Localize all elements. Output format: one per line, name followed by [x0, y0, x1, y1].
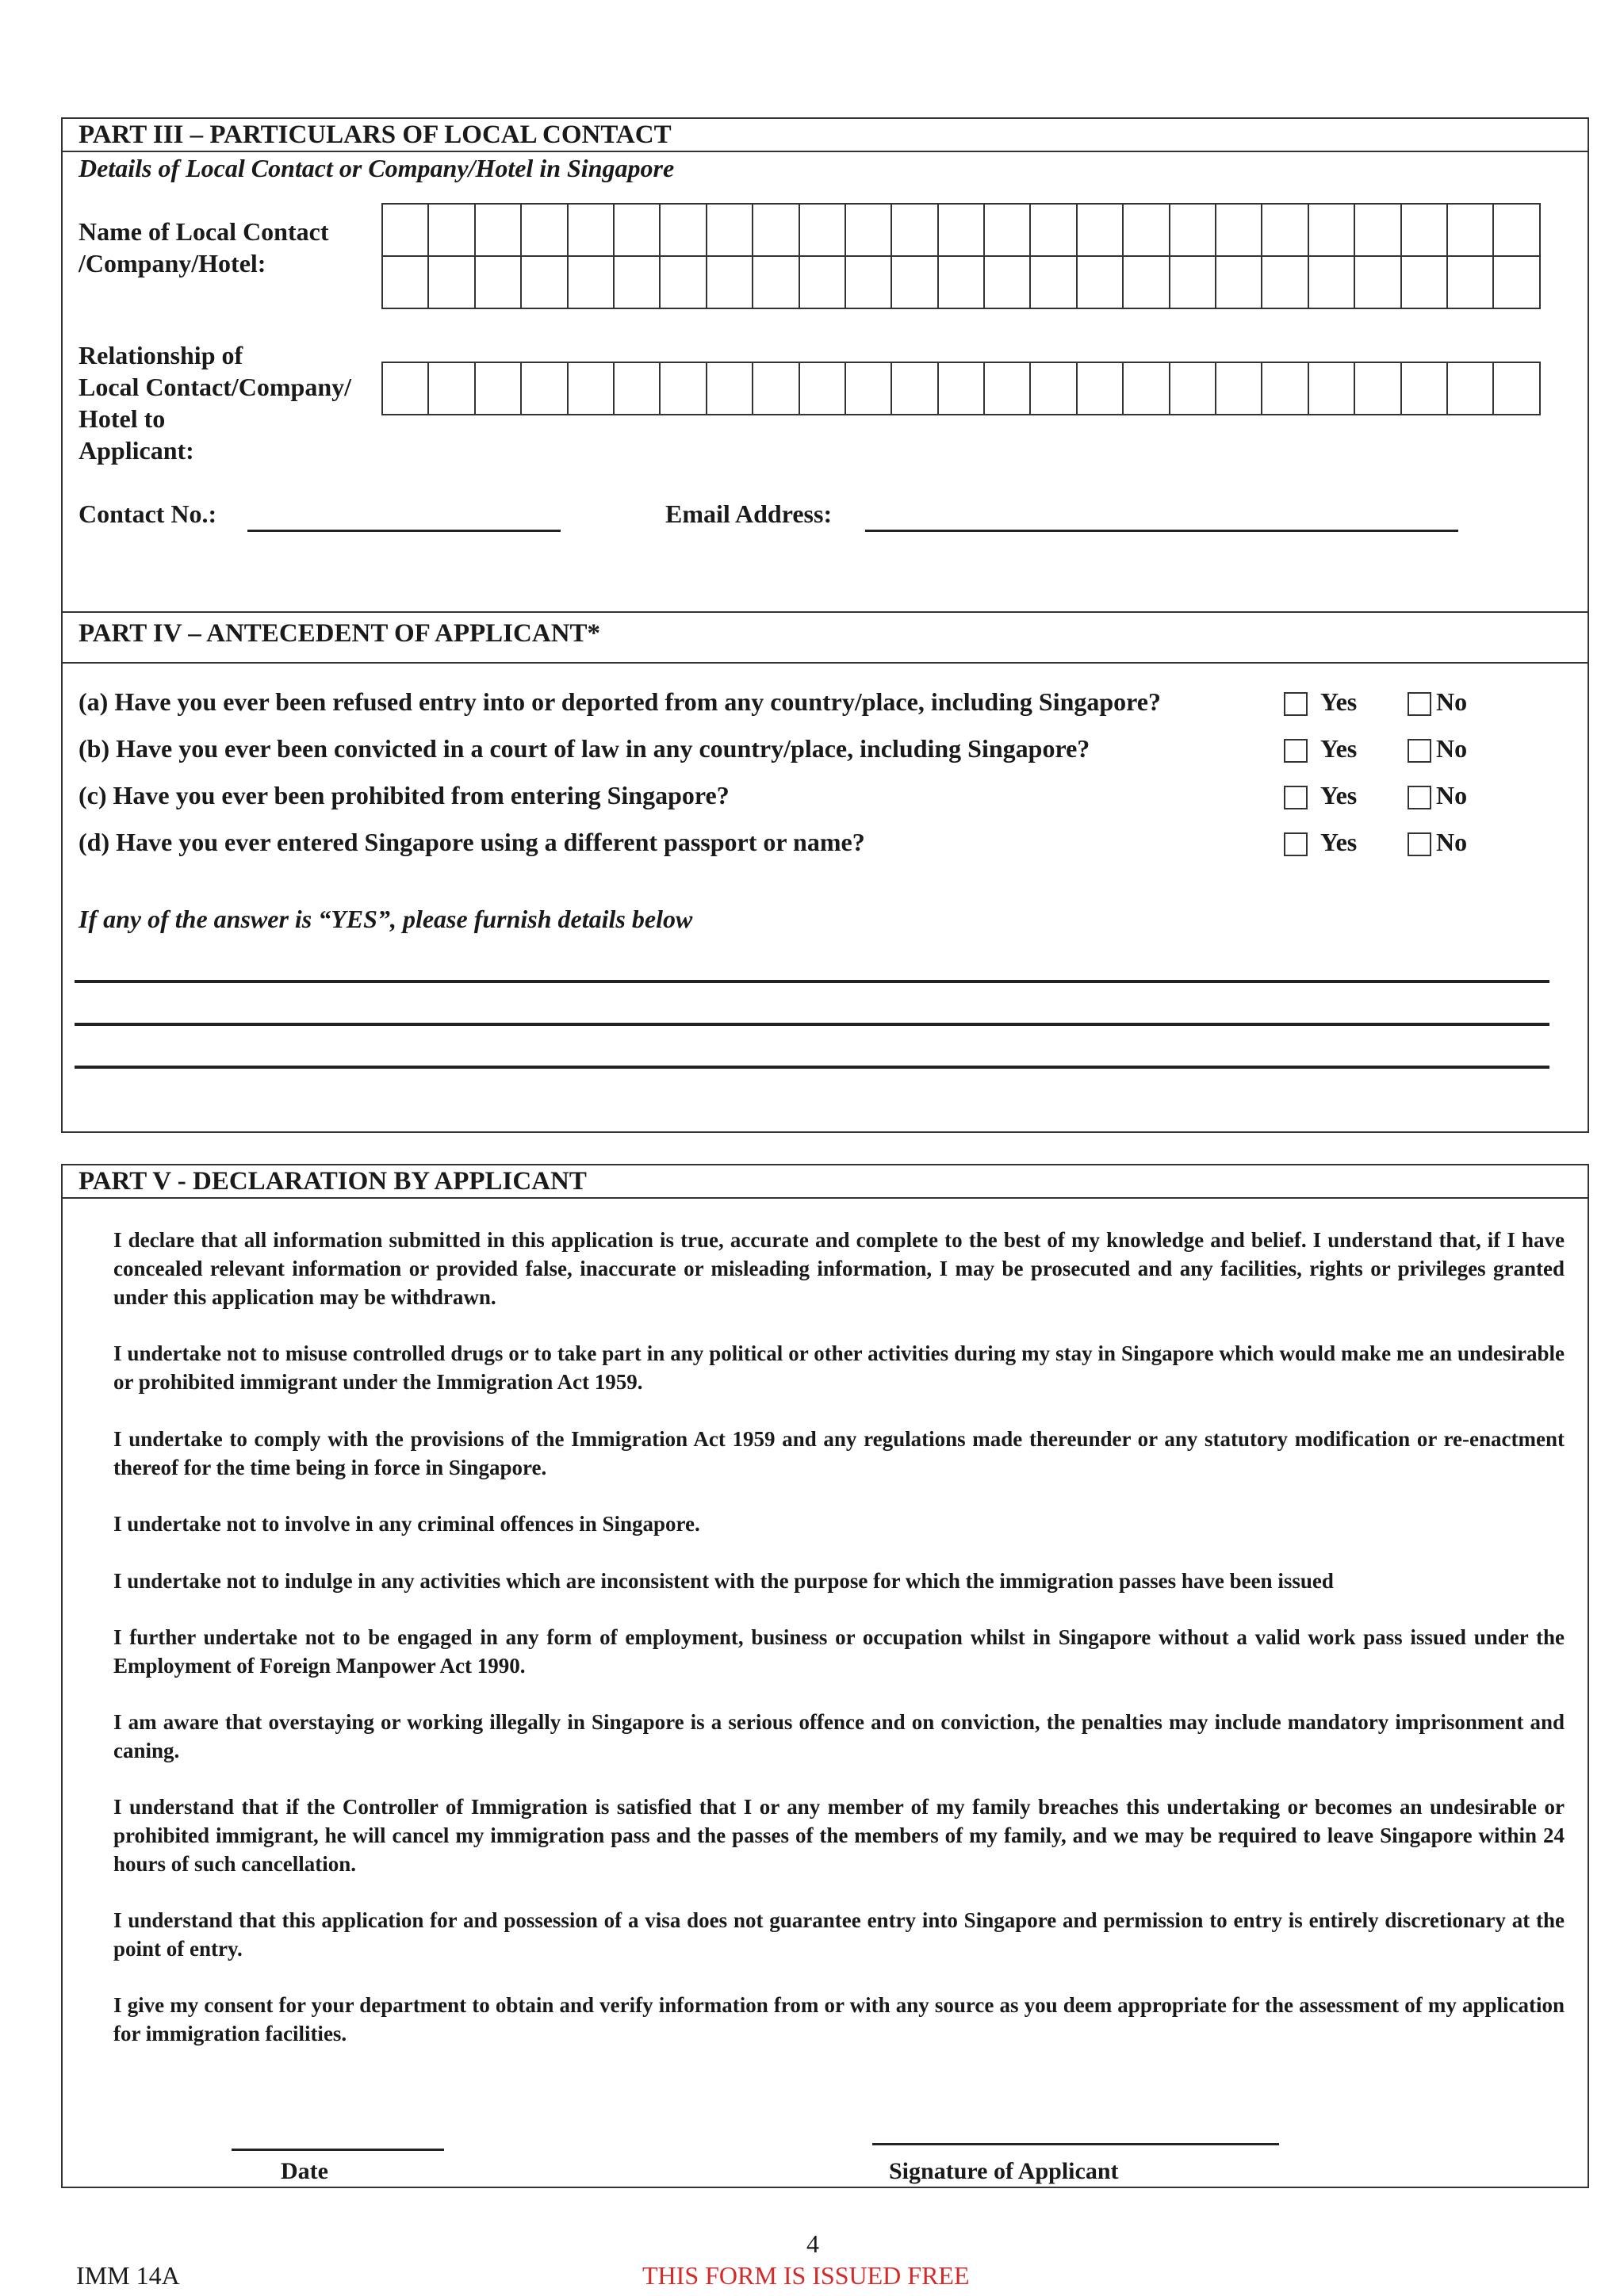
char-box[interactable] [753, 363, 799, 415]
char-box[interactable] [800, 257, 846, 309]
char-box[interactable] [753, 205, 799, 257]
char-box[interactable] [1355, 363, 1401, 415]
part5-header [63, 1165, 1588, 1199]
char-box[interactable] [383, 363, 429, 415]
char-box[interactable] [1124, 205, 1170, 257]
no-checkbox[interactable] [1408, 692, 1431, 716]
char-box[interactable] [429, 363, 475, 415]
char-box[interactable] [939, 363, 985, 415]
char-box[interactable] [846, 205, 892, 257]
yes-checkbox[interactable] [1284, 739, 1308, 763]
part4-title: PART IV – ANTECEDENT OF APPLICANT* [79, 619, 601, 648]
char-box[interactable] [476, 257, 522, 309]
char-box[interactable] [615, 257, 661, 309]
yes-checkbox[interactable] [1284, 786, 1308, 809]
part3-title: PART III – PARTICULARS OF LOCAL CONTACT [79, 121, 672, 149]
part3-section [61, 117, 1589, 613]
declaration-paragraph: I further undertake not to be engaged in any form of employment, business or occupation whilst in Singapore without a valid work pass issued under the Employment of Foreign Manpower Act 1990. [113, 1625, 1565, 1678]
part4-header [63, 613, 1588, 664]
details-line-2[interactable] [75, 1023, 1549, 1026]
signature-field[interactable] [872, 2143, 1279, 2145]
char-box[interactable] [753, 257, 799, 309]
char-box[interactable] [985, 257, 1031, 309]
char-box[interactable] [846, 257, 892, 309]
char-box[interactable] [1402, 363, 1448, 415]
char-box[interactable] [707, 257, 753, 309]
char-box[interactable] [892, 205, 938, 257]
declaration-paragraph: I undertake not to misuse controlled drugs or to take part in any political or other activities during my stay in Singapore which would make me an undesirable or prohibited immigrant under the Immigration Act 1959. [113, 1341, 1565, 1394]
char-box[interactable] [476, 363, 522, 415]
char-box[interactable] [615, 205, 661, 257]
char-box[interactable] [1216, 363, 1262, 415]
char-box[interactable] [615, 363, 661, 415]
part3-header [63, 119, 1588, 152]
char-box[interactable] [522, 363, 568, 415]
char-box[interactable] [985, 205, 1031, 257]
yes-checkbox[interactable] [1284, 832, 1308, 856]
yes-label: Yes [1320, 687, 1358, 716]
char-box[interactable] [1078, 205, 1124, 257]
char-box[interactable] [1355, 205, 1401, 257]
declaration-paragraph: I undertake not to indulge in any activities which are inconsistent with the purpose for which the immigration passes have been issued [113, 1569, 1334, 1593]
char-box[interactable] [429, 205, 475, 257]
char-box[interactable] [939, 257, 985, 309]
declaration-paragraph: I give my consent for your department to obtain and verify information from or with any source as you deem appropriate for the assessment of my application for immigration facilities. [113, 1993, 1565, 2045]
char-box[interactable] [383, 205, 429, 257]
part5-title: PART V - DECLARATION BY APPLICANT [79, 1167, 587, 1196]
char-box[interactable] [800, 205, 846, 257]
details-line-1[interactable] [75, 980, 1549, 983]
char-box[interactable] [1494, 257, 1540, 309]
char-box[interactable] [1448, 205, 1494, 257]
date-field[interactable] [232, 2149, 444, 2151]
char-box[interactable] [383, 257, 429, 309]
char-box[interactable] [661, 205, 707, 257]
form-code: IMM 14A [76, 2261, 180, 2290]
yes-checkbox[interactable] [1284, 692, 1308, 716]
char-box[interactable] [1124, 257, 1170, 309]
char-box[interactable] [1078, 363, 1124, 415]
char-box[interactable] [1494, 363, 1540, 415]
antecedent-question: (b) Have you ever been convicted in a court of law in any country/place, including Singapore? [79, 734, 1090, 763]
char-box[interactable] [1216, 205, 1262, 257]
char-box[interactable] [1216, 257, 1262, 309]
char-box[interactable] [1031, 257, 1077, 309]
yes-label: Yes [1320, 734, 1358, 763]
antecedent-question: (a) Have you ever been refused entry into or deported from any country/place, including Singapore? [79, 687, 1161, 716]
no-label: No [1436, 828, 1468, 856]
no-checkbox[interactable] [1408, 786, 1431, 809]
no-checkbox[interactable] [1408, 739, 1431, 763]
char-box[interactable] [1402, 257, 1448, 309]
char-box[interactable] [1031, 363, 1077, 415]
date-label: Date [281, 2158, 328, 2184]
declaration-paragraph: I am aware that overstaying or working illegally in Singapore is a serious offence and on conviction, the penalties may include mandatory imprisonment and caning. [113, 1710, 1565, 1762]
char-box[interactable] [1078, 257, 1124, 309]
char-box[interactable] [707, 363, 753, 415]
char-box[interactable] [1402, 205, 1448, 257]
char-box[interactable] [1448, 257, 1494, 309]
free-notice: THIS FORM IS ISSUED FREE [642, 2261, 970, 2290]
signature-label: Signature of Applicant [889, 2158, 1119, 2184]
email-address-field[interactable] [865, 530, 1458, 532]
char-box[interactable] [1309, 257, 1355, 309]
char-box[interactable] [661, 363, 707, 415]
declaration-paragraph: I undertake to comply with the provisions of the Immigration Act 1959 and any regulations made thereunder or any statutory modification or re-enactment thereof for the time being in force in Singapore. [113, 1427, 1565, 1479]
char-box[interactable] [1262, 363, 1308, 415]
contact-number-label: Contact No.: [79, 499, 217, 528]
char-box[interactable] [569, 205, 615, 257]
char-box[interactable] [1170, 205, 1216, 257]
char-box[interactable] [661, 257, 707, 309]
char-box[interactable] [522, 257, 568, 309]
char-box[interactable] [1309, 205, 1355, 257]
char-box[interactable] [429, 257, 475, 309]
char-box[interactable] [985, 363, 1031, 415]
no-checkbox[interactable] [1408, 832, 1431, 856]
char-box[interactable] [569, 363, 615, 415]
relationship-label: Relationship of Local Contact/Company/ Hotel to Applicant: [79, 341, 351, 465]
declaration-paragraph: I undertake not to involve in any criminal offences in Singapore. [113, 1512, 700, 1536]
no-label: No [1436, 734, 1468, 763]
part4-section [61, 611, 1589, 1133]
email-address-label: Email Address: [665, 499, 833, 528]
char-box[interactable] [1494, 205, 1540, 257]
char-box[interactable] [1448, 363, 1494, 415]
local-contact-name-boxes[interactable] [381, 203, 1541, 309]
char-box[interactable] [1262, 257, 1308, 309]
char-box[interactable] [707, 205, 753, 257]
char-box[interactable] [522, 205, 568, 257]
yes-label: Yes [1320, 781, 1358, 809]
contact-number-field[interactable] [247, 530, 561, 532]
char-box[interactable] [1124, 363, 1170, 415]
char-box[interactable] [846, 363, 892, 415]
no-label: No [1436, 687, 1468, 716]
char-box[interactable] [1031, 205, 1077, 257]
char-box[interactable] [1309, 363, 1355, 415]
char-box[interactable] [1170, 363, 1216, 415]
char-box[interactable] [476, 205, 522, 257]
local-contact-name-label: Name of Local Contact /Company/Hotel: [79, 217, 329, 277]
yes-label: Yes [1320, 828, 1358, 856]
char-box[interactable] [800, 363, 846, 415]
page-number: 4 [806, 2229, 819, 2258]
relationship-boxes[interactable] [381, 362, 1541, 415]
declaration-paragraph: I understand that if the Controller of Immigration is satisfied that I or any member of my family breaches this undertaking or becomes an undesirable or prohibited immigrant, he will cancel my immigration pass and the passes of the members of my family, and we may be required to leave Singapore within 24 hours of such cancellation. [113, 1795, 1565, 1876]
char-box[interactable] [569, 257, 615, 309]
antecedent-question: (d) Have you ever entered Singapore using a different passport or name? [79, 828, 865, 856]
char-box[interactable] [939, 205, 985, 257]
char-box[interactable] [892, 363, 938, 415]
char-box[interactable] [892, 257, 938, 309]
char-box[interactable] [1355, 257, 1401, 309]
char-box[interactable] [1170, 257, 1216, 309]
details-prompt: If any of the answer is “YES”, please furnish details below [79, 905, 693, 933]
details-line-3[interactable] [75, 1066, 1549, 1069]
char-box[interactable] [1262, 205, 1308, 257]
declaration-paragraph: I understand that this application for and possession of a visa does not guarantee entry into Singapore and permission to entry is entirely discretionary at the point of entry. [113, 1908, 1565, 1961]
no-label: No [1436, 781, 1468, 809]
part3-subtitle: Details of Local Contact or Company/Hotel in Singapore [79, 154, 675, 182]
declaration-paragraph: I declare that all information submitted in this application is true, accurate and complete to the best of my knowledge and belief. I understand that, if I have concealed relevant information or provided false, inaccurate or misleading information, I may be prosecuted and any facilities, rights or privileges granted under this application may be withdrawn. [113, 1228, 1565, 1309]
antecedent-question: (c) Have you ever been prohibited from entering Singapore? [79, 781, 730, 809]
